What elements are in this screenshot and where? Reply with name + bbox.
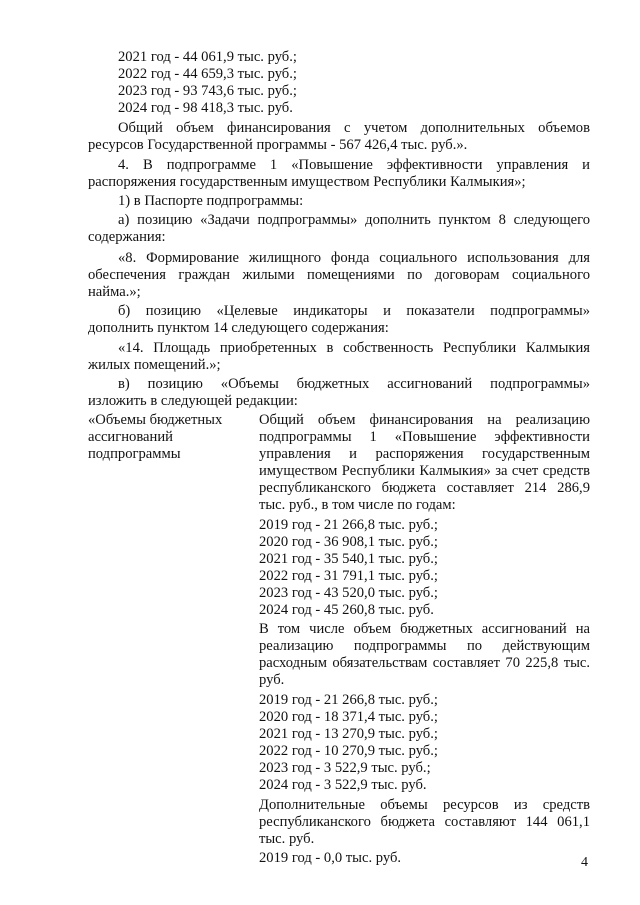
table-value-text: республиканского бюджета составляют 144 061,1 [259,814,590,830]
total-financing-text: Общий объем финансирования с учетом дополнительных объемов [118,120,590,136]
table-value-text: тыс. руб., в том числе по годам: [259,497,456,513]
table-year-line: 2020 год - 36 908,1 тыс. руб.; [259,534,438,550]
table-value-text: руб. [259,672,285,688]
passport-heading: 1) в Паспорте подпрограммы: [118,193,304,209]
funding-year-line: 2023 год - 93 743,6 тыс. руб.; [118,83,297,99]
item-c-text: в) позицию «Объемы бюджетных ассигнований подпрограммы» [118,376,590,392]
table-label: подпрограммы [88,446,181,462]
table-year-line: 2021 год - 35 540,1 тыс. руб.; [259,551,438,567]
table-year-line: 2019 год - 21 266,8 тыс. руб.; [259,517,438,533]
table-value-text: управления и распоряжения государственным [259,446,590,462]
quote-8-text: «8. Формирование жилищного фонда социального использования для [118,250,590,266]
table-year-line: 2019 год - 21 266,8 тыс. руб.; [259,692,438,708]
item-b-text: дополнить пунктом 14 следующего содержания: [88,320,389,336]
item-c-text: изложить в следующей редакции: [88,393,298,409]
table-value-text: расходным обязательствам составляет 70 225,8 тыс. [259,655,590,671]
table-value-text: Общий объем финансирования на реализацию [259,412,590,428]
table-value-text: реализацию подпрограммы по действующим [259,638,590,654]
quote-14-text: жилых помещений.»; [88,357,221,373]
table-label: «Объемы бюджетных [88,412,223,428]
funding-year-line: 2022 год - 44 659,3 тыс. руб.; [118,66,297,82]
quote-8-text: найма.»; [88,284,141,300]
table-value-text: республиканского бюджета составляет 214 286,9 [259,480,590,496]
table-year-line: 2022 год - 10 270,9 тыс. руб.; [259,743,438,759]
table-year-line: 2023 год - 3 522,9 тыс. руб.; [259,760,431,776]
table-value-text: подпрограммы 1 «Повышение эффективности [259,429,590,445]
table-value-text: тыс. руб. [259,831,315,847]
item-a-text: а) позицию «Задачи подпрограммы» дополнить пунктом 8 следующего [118,212,590,228]
table-value-text: Дополнительные объемы ресурсов из средств [259,797,590,813]
item-b-text: б) позицию «Целевые индикаторы и показатели подпрограммы» [118,303,590,319]
table-value-text: В том числе объем бюджетных ассигнований на [259,621,590,637]
table-year-line: 2022 год - 31 791,1 тыс. руб.; [259,568,438,584]
page-number: 4 [581,855,588,870]
total-financing-text: ресурсов Государственной программы - 567 426,4 тыс. руб.». [88,137,468,153]
item-4-text: 4. В подпрограмме 1 «Повышение эффективности управления и [118,157,590,173]
funding-year-line: 2024 год - 98 418,3 тыс. руб. [118,100,293,116]
table-value-text: имуществом Республики Калмыкия» за счет средств [259,463,590,479]
table-year-line: 2024 год - 45 260,8 тыс. руб. [259,602,434,618]
table-year-line: 2023 год - 43 520,0 тыс. руб.; [259,585,438,601]
table-label: ассигнований [88,429,173,445]
funding-year-line: 2021 год - 44 061,9 тыс. руб.; [118,49,297,65]
table-year-line: 2019 год - 0,0 тыс. руб. [259,850,402,866]
quote-14-text: «14. Площадь приобретенных в собственность Республики Калмыкия [118,340,590,356]
item-4-text: распоряжения государственным имуществом Республики Калмыкия»; [88,174,526,190]
quote-8-text: обеспечения граждан жилыми помещениями по договорам социального [88,267,590,283]
table-year-line: 2024 год - 3 522,9 тыс. руб. [259,777,427,793]
table-year-line: 2020 год - 18 371,4 тыс. руб.; [259,709,438,725]
table-year-line: 2021 год - 13 270,9 тыс. руб.; [259,726,438,742]
item-a-text: содержания: [88,229,166,245]
